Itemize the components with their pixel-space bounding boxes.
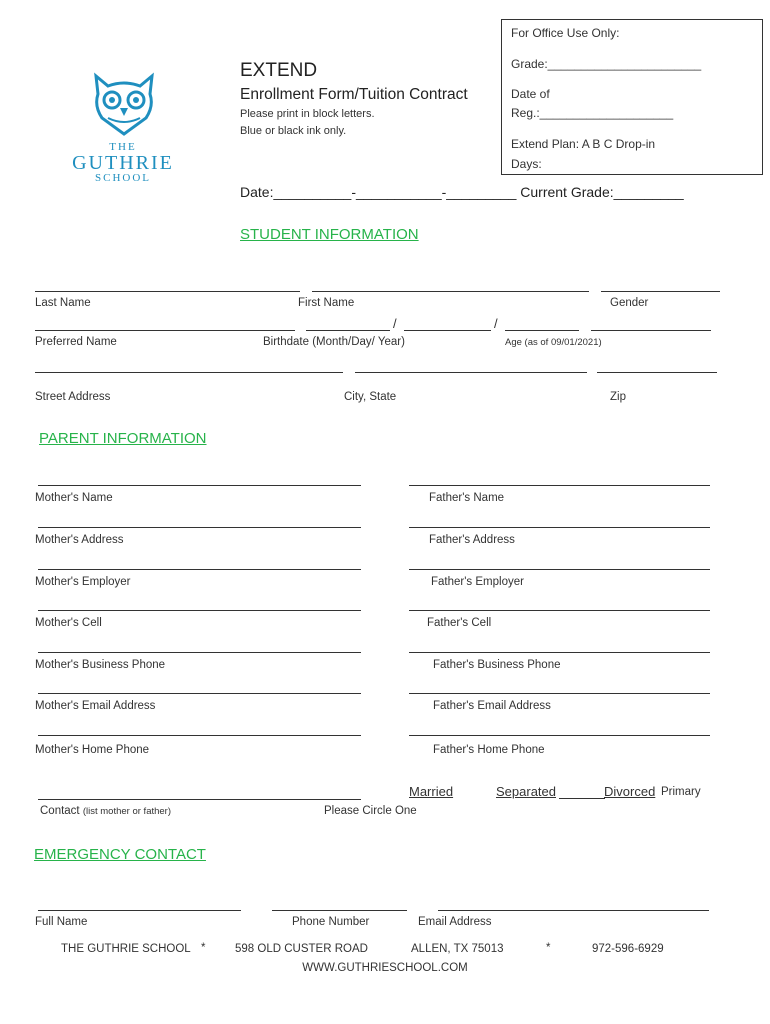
mother-home-phone-field[interactable] [38, 735, 361, 736]
mother-business-phone-label: Mother's Business Phone [35, 659, 166, 671]
emergency-email-field[interactable] [438, 910, 709, 911]
footer-city: ALLEN, TX 75013 [411, 943, 504, 955]
office-date-label: Date of [511, 87, 550, 101]
birth-year-field[interactable] [505, 330, 579, 331]
office-title: For Office Use Only: [511, 26, 620, 40]
date-grade-line[interactable]: Date:__________-___________-_________ Current Grade:_________ [240, 184, 684, 200]
father-home-phone-field[interactable] [409, 735, 710, 736]
office-use-box [501, 19, 763, 175]
emergency-phone-label: Phone Number [292, 916, 370, 928]
separated-underline [559, 798, 605, 799]
zip-field[interactable] [597, 372, 717, 373]
birthdate-slash-1: / [393, 316, 397, 331]
mother-cell-label: Mother's Cell [35, 617, 102, 629]
mother-business-phone-field[interactable] [38, 652, 361, 653]
street-address-field[interactable] [35, 372, 343, 373]
last-name-label: Last Name [35, 297, 91, 309]
form-title: EXTEND [240, 60, 318, 81]
student-info-heading: STUDENT INFORMATION [240, 226, 419, 243]
father-business-phone-field[interactable] [409, 652, 710, 653]
age-label: Age (as of 09/01/2021) [505, 337, 602, 348]
birth-day-field[interactable] [404, 330, 491, 331]
birth-month-field[interactable] [306, 330, 390, 331]
emergency-email-label: Email Address [418, 916, 492, 928]
footer-phone: 972-596-6929 [592, 943, 664, 955]
primary-label: Primary [661, 786, 701, 798]
contact-label-text: Contact [40, 805, 80, 817]
print-note: Please print in block letters. [240, 108, 375, 120]
married-option[interactable]: Married [409, 784, 454, 799]
last-name-field[interactable] [35, 291, 300, 292]
parent-info-heading: PARENT INFORMATION [39, 430, 207, 447]
father-cell-field[interactable] [409, 610, 710, 611]
street-address-label: Street Address [35, 391, 111, 403]
logo-school: SCHOOL [94, 172, 151, 184]
father-address-label: Father's Address [429, 534, 515, 546]
father-name-field[interactable] [409, 485, 710, 486]
preferred-name-field[interactable] [35, 330, 295, 331]
gender-field[interactable] [601, 291, 720, 292]
footer-separator-1: * [201, 942, 206, 954]
first-name-field[interactable] [312, 291, 589, 292]
father-name-label: Father's Name [429, 492, 505, 504]
footer-website[interactable]: WWW.GUTHRIESCHOOL.COM [302, 962, 468, 974]
mother-address-field[interactable] [38, 527, 361, 528]
mother-employer-field[interactable] [38, 569, 361, 570]
age-field[interactable] [591, 330, 711, 331]
office-plan-options[interactable]: Extend Plan: A B C Drop-in [511, 137, 656, 151]
mother-home-phone-label: Mother's Home Phone [35, 744, 150, 756]
city-state-label: City, State [344, 391, 397, 403]
father-email-label: Father's Email Address [433, 700, 551, 712]
zip-label: Zip [610, 391, 626, 403]
father-employer-label: Father's Employer [431, 576, 524, 588]
circle-one-label: Please Circle One [324, 805, 417, 817]
owl-logo-icon [88, 72, 160, 138]
preferred-name-label: Preferred Name [35, 336, 117, 348]
father-business-phone-label: Father's Business Phone [433, 659, 561, 671]
form-subtitle: Enrollment Form/Tuition Contract [240, 86, 468, 103]
mother-employer-label: Mother's Employer [35, 576, 131, 588]
mother-email-label: Mother's Email Address [35, 700, 156, 712]
mother-name-field[interactable] [38, 485, 361, 486]
contact-field[interactable] [38, 799, 361, 800]
father-employer-field[interactable] [409, 569, 710, 570]
father-cell-label: Father's Cell [427, 617, 492, 629]
birthdate-slash-2: / [494, 316, 498, 331]
first-name-label: First Name [298, 297, 355, 309]
footer-address: 598 OLD CUSTER ROAD [235, 943, 368, 955]
mother-name-label: Mother's Name [35, 492, 113, 504]
emergency-phone-field[interactable] [272, 910, 407, 911]
separated-option[interactable]: Separated [496, 784, 556, 799]
ink-note: Blue or black ink only. [240, 125, 347, 137]
footer-separator-2: * [546, 942, 551, 954]
father-home-phone-label: Father's Home Phone [433, 744, 545, 756]
emergency-name-label: Full Name [35, 916, 88, 928]
mother-cell-field[interactable] [38, 610, 361, 611]
city-state-field[interactable] [355, 372, 587, 373]
emergency-name-field[interactable] [38, 910, 241, 911]
divorced-option[interactable]: Divorced [604, 784, 656, 799]
office-grade-field[interactable]: Grade:_______________________ [511, 57, 702, 71]
logo-the: THE [109, 141, 137, 153]
gender-label: Gender [610, 297, 649, 309]
emergency-contact-heading: EMERGENCY CONTACT [34, 846, 206, 863]
contact-label [40, 805, 171, 817]
birthdate-label: Birthdate (Month/Day/ Year) [263, 336, 405, 348]
mother-address-label: Mother's Address [35, 534, 124, 546]
office-days-field[interactable]: Days: [511, 157, 542, 171]
logo-guthrie: GUTHRIE [72, 152, 174, 174]
office-reg-field[interactable]: Reg.:____________________ [511, 106, 674, 120]
father-email-field[interactable] [409, 693, 710, 694]
mother-email-field[interactable] [38, 693, 361, 694]
father-address-field[interactable] [409, 527, 710, 528]
contact-note: (list mother or father) [82, 806, 172, 817]
footer-school-name: THE GUTHRIE SCHOOL [61, 943, 191, 955]
